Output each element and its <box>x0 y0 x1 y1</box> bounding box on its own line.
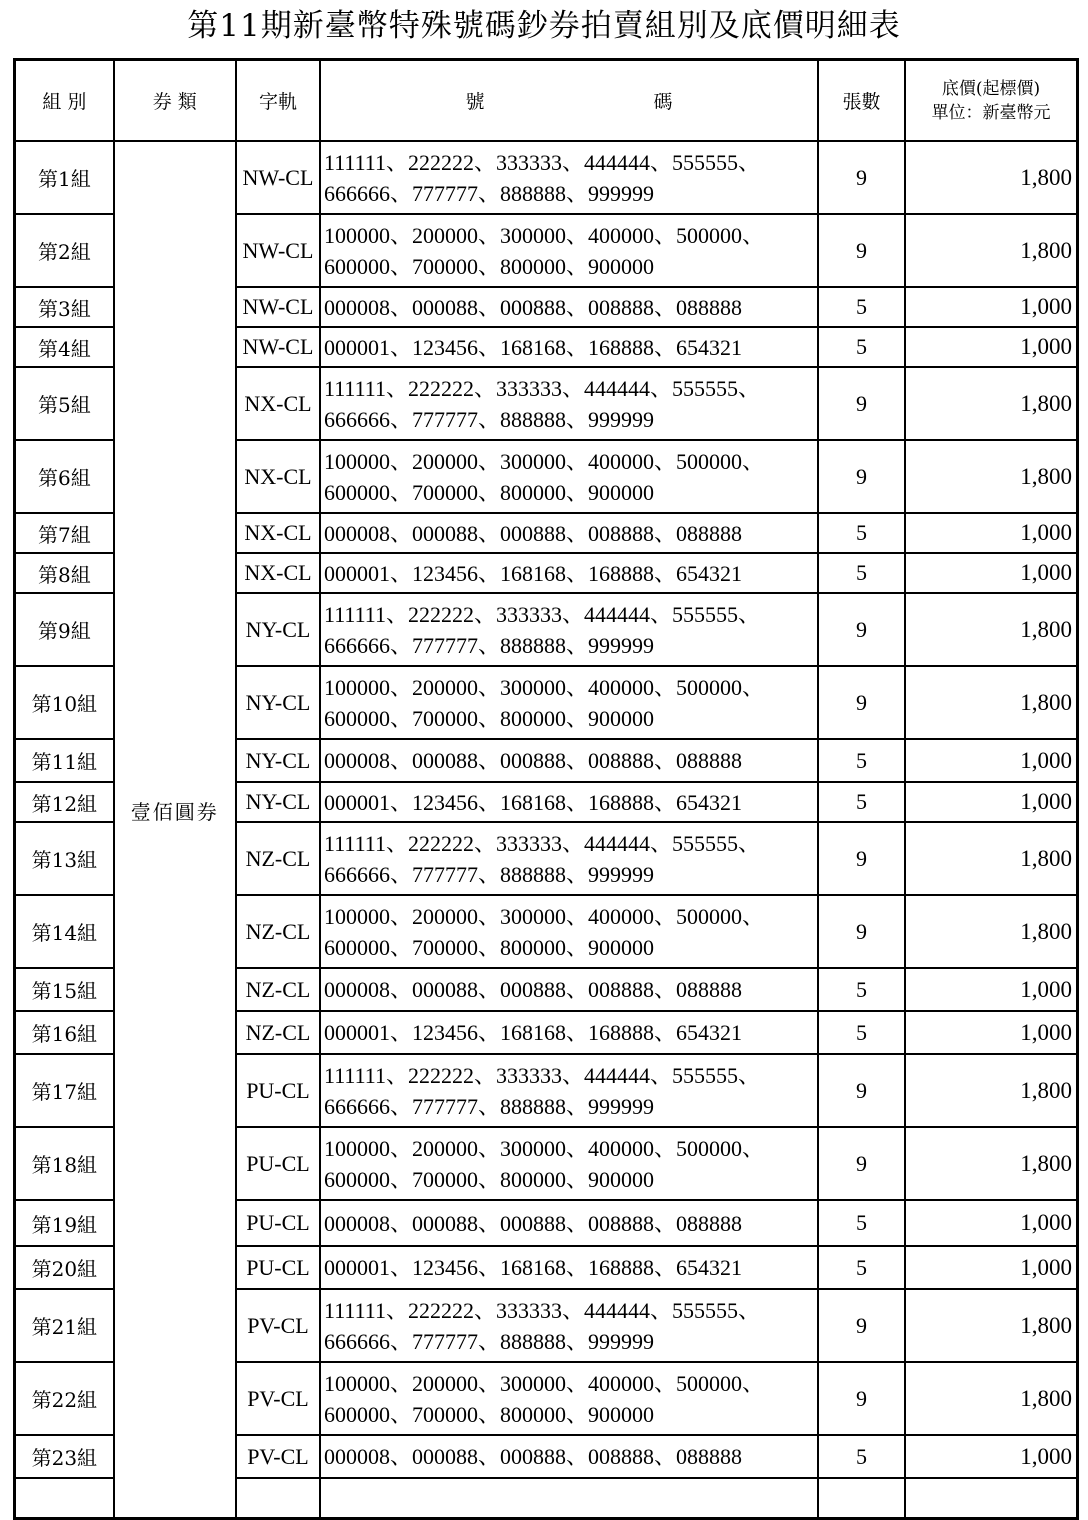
count-cell: 5 <box>818 1011 905 1054</box>
prefix-cell: PV-CL <box>236 1362 320 1435</box>
numbers-cell: 111111、222222、333333、444444、555555、 666666、777777、888888、999999 <box>320 367 818 440</box>
price-cell: 1,800 <box>905 1289 1077 1362</box>
group-cell: 第17組 <box>15 1054 114 1127</box>
group-cell: 第18組 <box>15 1127 114 1200</box>
count-cell: 9 <box>818 1054 905 1127</box>
prefix-cell: NY-CL <box>236 782 320 822</box>
group-cell: 第22組 <box>15 1362 114 1435</box>
header-numbers-left: 號 <box>465 91 485 113</box>
group-cell: 第21組 <box>15 1289 114 1362</box>
count-cell: 5 <box>818 1246 905 1289</box>
count-cell: 5 <box>818 553 905 593</box>
price-cell: 1,000 <box>905 287 1077 327</box>
numbers-cell: 000001、123456、168168、168888、654321 <box>320 1246 818 1289</box>
numbers-cell: 111111、222222、333333、444444、555555、 666666、777777、888888、999999 <box>320 593 818 666</box>
numbers-cell: 100000、200000、300000、400000、500000、 600000、700000、800000、900000 <box>320 440 818 513</box>
count-cell <box>818 1478 905 1518</box>
group-cell: 第2組 <box>15 214 114 287</box>
price-cell: 1,800 <box>905 822 1077 895</box>
header-price <box>905 60 1077 142</box>
numbers-cell: 000008、000088、000888、008888、088888 <box>320 513 818 553</box>
count-cell: 5 <box>818 782 905 822</box>
prefix-cell: NZ-CL <box>236 1011 320 1054</box>
price-cell: 1,000 <box>905 968 1077 1011</box>
group-cell: 第11組 <box>15 739 114 782</box>
numbers-cell: 111111、222222、333333、444444、555555、 666666、777777、888888、999999 <box>320 1054 818 1127</box>
price-cell: 1,800 <box>905 440 1077 513</box>
prefix-cell: NW-CL <box>236 214 320 287</box>
group-cell: 第19組 <box>15 1200 114 1246</box>
numbers-cell: 111111、222222、333333、444444、555555、 666666、777777、888888、999999 <box>320 822 818 895</box>
prefix-cell: PU-CL <box>236 1054 320 1127</box>
price-cell: 1,800 <box>905 141 1077 214</box>
numbers-cell: 000008、000088、000888、008888、088888 <box>320 287 818 327</box>
group-cell: 第3組 <box>15 287 114 327</box>
numbers-cell: 000001、123456、168168、168888、654321 <box>320 327 818 367</box>
price-cell: 1,800 <box>905 895 1077 968</box>
price-cell: 1,000 <box>905 782 1077 822</box>
header-numbers <box>320 60 818 142</box>
numbers-cell <box>320 1478 818 1518</box>
price-cell: 1,000 <box>905 1246 1077 1289</box>
group-cell: 第1組 <box>15 141 114 214</box>
count-cell: 5 <box>818 513 905 553</box>
count-cell: 9 <box>818 440 905 513</box>
prefix-cell: NX-CL <box>236 367 320 440</box>
prefix-cell: NW-CL <box>236 141 320 214</box>
count-cell: 5 <box>818 1435 905 1478</box>
numbers-cell: 000008、000088、000888、008888、088888 <box>320 1200 818 1246</box>
prefix-cell: NY-CL <box>236 739 320 782</box>
numbers-cell: 100000、200000、300000、400000、500000、 600000、700000、800000、900000 <box>320 1362 818 1435</box>
group-cell: 第13組 <box>15 822 114 895</box>
header-prefix: 字軌 <box>236 60 320 142</box>
price-cell: 1,800 <box>905 593 1077 666</box>
price-cell: 1,000 <box>905 1200 1077 1246</box>
price-cell: 1,000 <box>905 553 1077 593</box>
numbers-cell: 000008、000088、000888、008888、088888 <box>320 1435 818 1478</box>
prefix-cell: NX-CL <box>236 440 320 513</box>
count-cell: 5 <box>818 968 905 1011</box>
count-cell: 9 <box>818 822 905 895</box>
price-cell: 1,800 <box>905 1127 1077 1200</box>
group-cell: 第5組 <box>15 367 114 440</box>
price-cell: 1,800 <box>905 367 1077 440</box>
price-cell: 1,800 <box>905 1362 1077 1435</box>
prefix-cell: NW-CL <box>236 327 320 367</box>
group-cell <box>15 1478 114 1518</box>
group-cell: 第12組 <box>15 782 114 822</box>
numbers-cell: 000001、123456、168168、168888、654321 <box>320 553 818 593</box>
group-cell: 第6組 <box>15 440 114 513</box>
prefix-cell: NW-CL <box>236 287 320 327</box>
numbers-cell: 000001、123456、168168、168888、654321 <box>320 1011 818 1054</box>
header-price-line2: 單位：新臺幣元 <box>931 102 1051 123</box>
count-cell: 5 <box>818 739 905 782</box>
prefix-cell: PV-CL <box>236 1289 320 1362</box>
numbers-cell: 100000、200000、300000、400000、500000、 600000、700000、800000、900000 <box>320 214 818 287</box>
numbers-cell: 111111、222222、333333、444444、555555、 666666、777777、888888、999999 <box>320 1289 818 1362</box>
price-cell: 1,000 <box>905 739 1077 782</box>
group-cell: 第10組 <box>15 666 114 739</box>
group-cell: 第8組 <box>15 553 114 593</box>
group-cell: 第9組 <box>15 593 114 666</box>
header-count: 張數 <box>818 60 905 142</box>
header-group: 組 別 <box>15 60 114 142</box>
count-cell: 9 <box>818 1362 905 1435</box>
count-cell: 9 <box>818 593 905 666</box>
price-cell: 1,000 <box>905 327 1077 367</box>
prefix-cell: NZ-CL <box>236 895 320 968</box>
table-row <box>15 141 1078 214</box>
count-cell: 5 <box>818 327 905 367</box>
group-cell: 第16組 <box>15 1011 114 1054</box>
prefix-cell: PU-CL <box>236 1246 320 1289</box>
numbers-cell: 100000、200000、300000、400000、500000、 600000、700000、800000、900000 <box>320 1127 818 1200</box>
price-cell <box>905 1478 1077 1518</box>
header-row <box>15 60 1078 142</box>
header-type: 券 類 <box>114 60 236 142</box>
numbers-cell: 000008、000088、000888、008888、088888 <box>320 968 818 1011</box>
prefix-cell: NX-CL <box>236 513 320 553</box>
count-cell: 9 <box>818 141 905 214</box>
count-cell: 9 <box>818 367 905 440</box>
table-body <box>15 141 1078 1518</box>
numbers-cell: 000001、123456、168168、168888、654321 <box>320 782 818 822</box>
count-cell: 9 <box>818 895 905 968</box>
prefix-cell: NZ-CL <box>236 822 320 895</box>
prefix-cell: PU-CL <box>236 1127 320 1200</box>
prefix-cell: NY-CL <box>236 593 320 666</box>
auction-table <box>13 58 1079 1520</box>
numbers-cell: 100000、200000、300000、400000、500000、 600000、700000、800000、900000 <box>320 666 818 739</box>
group-cell: 第23組 <box>15 1435 114 1478</box>
count-cell: 5 <box>818 1200 905 1246</box>
price-cell: 1,800 <box>905 1054 1077 1127</box>
count-cell: 9 <box>818 214 905 287</box>
price-cell: 1,800 <box>905 666 1077 739</box>
numbers-cell: 111111、222222、333333、444444、555555、 666666、777777、888888、999999 <box>320 141 818 214</box>
count-cell: 9 <box>818 1127 905 1200</box>
page-title: 第11期新臺幣特殊號碼鈔券拍賣組別及底價明細表 <box>187 8 901 44</box>
group-cell: 第7組 <box>15 513 114 553</box>
prefix-cell: NZ-CL <box>236 968 320 1011</box>
group-cell: 第15組 <box>15 968 114 1011</box>
numbers-cell: 100000、200000、300000、400000、500000、 600000、700000、800000、900000 <box>320 895 818 968</box>
prefix-cell: NX-CL <box>236 553 320 593</box>
count-cell: 5 <box>818 287 905 327</box>
prefix-cell <box>236 1478 320 1518</box>
group-cell: 第4組 <box>15 327 114 367</box>
type-cell: 壹佰圓券 <box>114 141 236 1518</box>
header-price-line1: 底價(起標價) <box>941 78 1041 99</box>
group-cell: 第14組 <box>15 895 114 968</box>
numbers-cell: 000008、000088、000888、008888、088888 <box>320 739 818 782</box>
count-cell: 9 <box>818 1289 905 1362</box>
prefix-cell: NY-CL <box>236 666 320 739</box>
price-cell: 1,000 <box>905 513 1077 553</box>
prefix-cell: PU-CL <box>236 1200 320 1246</box>
prefix-cell: PV-CL <box>236 1435 320 1478</box>
group-cell: 第20組 <box>15 1246 114 1289</box>
price-cell: 1,000 <box>905 1011 1077 1054</box>
price-cell: 1,800 <box>905 214 1077 287</box>
price-cell: 1,000 <box>905 1435 1077 1478</box>
header-numbers-right: 碼 <box>653 91 673 113</box>
count-cell: 9 <box>818 666 905 739</box>
